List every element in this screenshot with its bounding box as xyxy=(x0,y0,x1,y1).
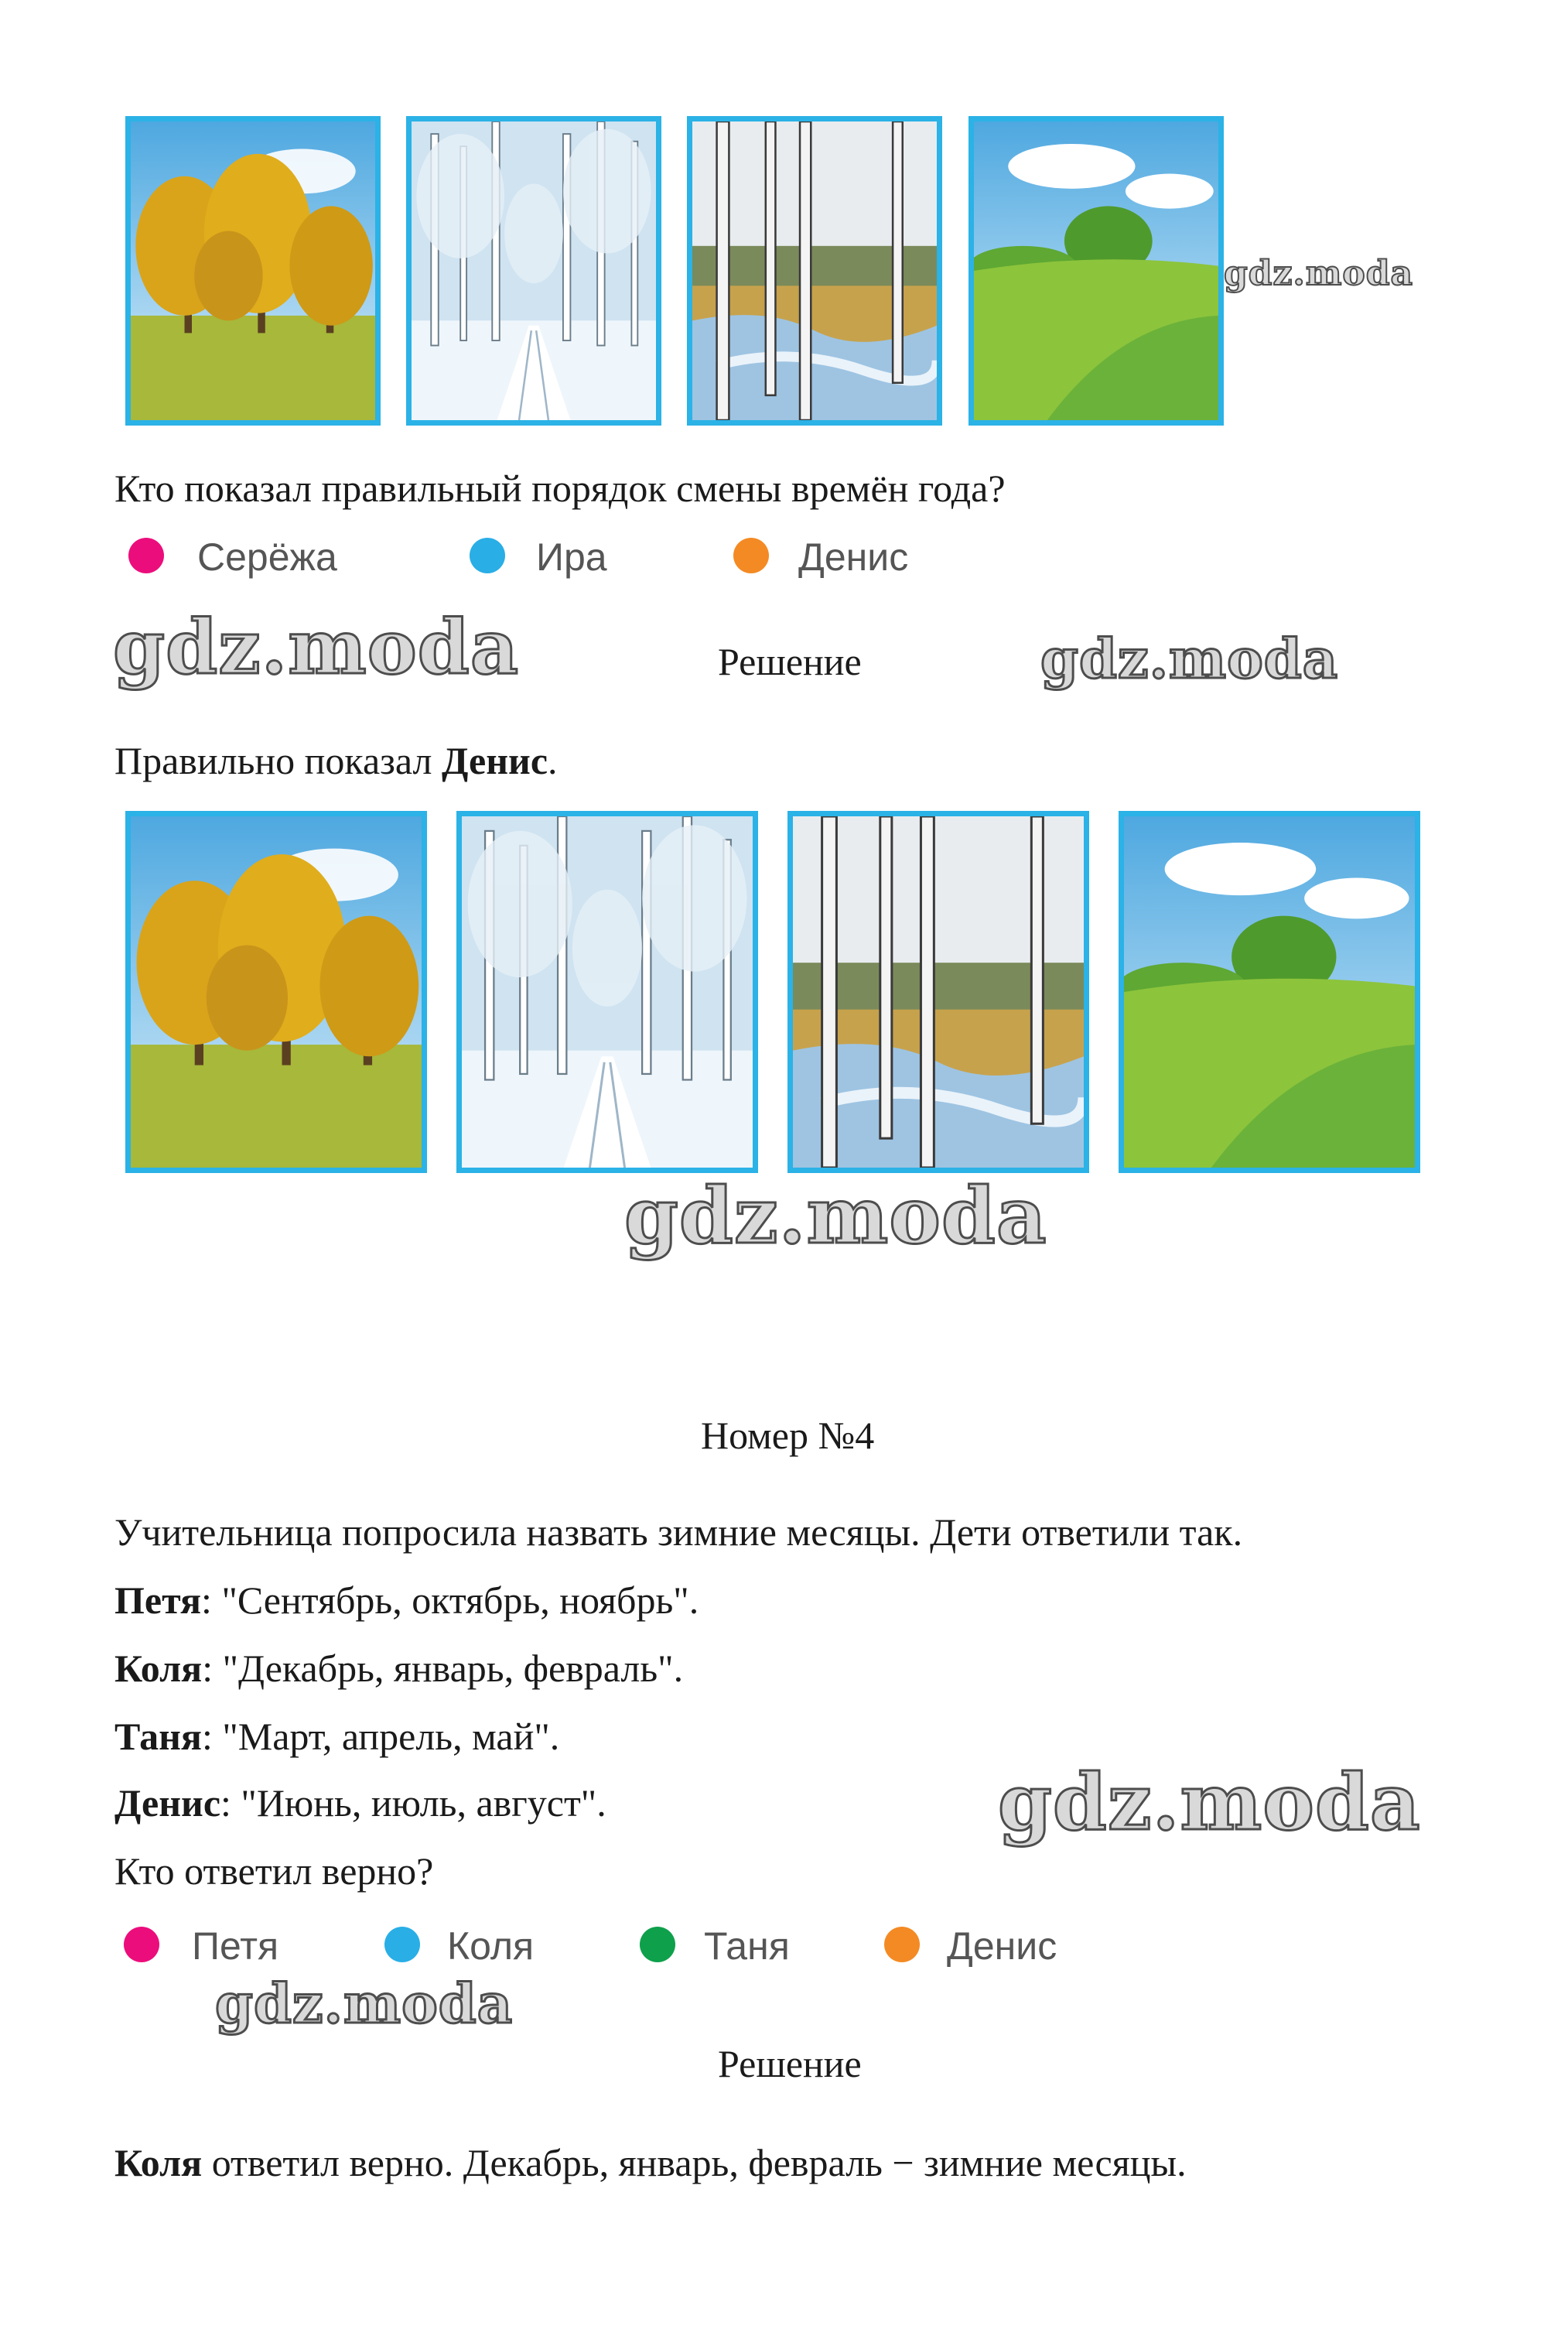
winter-image-top xyxy=(406,116,661,426)
option-label: Ира xyxy=(536,535,607,579)
spring-image-top xyxy=(687,116,942,426)
option-label: Денис xyxy=(947,1924,1057,1968)
watermark: gdz.moda xyxy=(215,1972,514,2036)
option-dot-orange xyxy=(733,538,769,573)
watermark: gdz.moda xyxy=(1040,627,1339,691)
option-dot-blue xyxy=(384,1927,420,1962)
summer-image-top xyxy=(968,116,1224,426)
task4-answer-row: Коля: "Декабрь, январь, февраль". xyxy=(114,1647,684,1690)
task4-answer-row: Таня: "Март, апрель, май". xyxy=(114,1715,560,1758)
option-label: Таня xyxy=(704,1924,790,1968)
task4-answer-row: Денис: "Июнь, июль, август". xyxy=(114,1781,606,1825)
watermark: gdz.moda xyxy=(1224,254,1414,293)
watermark: gdz.moda xyxy=(113,604,520,691)
option-label: Петя xyxy=(192,1924,279,1968)
solution-label: Решение xyxy=(718,640,862,683)
task4-question: Кто ответил верно? xyxy=(114,1849,434,1893)
option-dot-green xyxy=(640,1927,675,1962)
watermark: gdz.moda xyxy=(624,1170,1047,1261)
answer3-name: Денис xyxy=(442,739,548,782)
winter-image-answer xyxy=(456,811,758,1173)
task4-intro: Учительница попросила назвать зимние месяцы. Дети ответили так. xyxy=(114,1510,1243,1554)
task4-answer-row: Петя: "Сентябрь, октябрь, ноябрь". xyxy=(114,1578,699,1622)
option-label: Серёжа xyxy=(197,535,337,579)
answer3-text: Правильно показал Денис. xyxy=(114,739,558,782)
option-label: Коля xyxy=(447,1924,535,1968)
spring-image-answer xyxy=(787,811,1089,1173)
option-dot-pink xyxy=(128,538,164,573)
option-label: Денис xyxy=(798,535,909,579)
option-dot-orange xyxy=(884,1927,920,1962)
answer4-text: Коля ответил верно. Декабрь, январь, февраль − зимние месяцы. xyxy=(114,2141,1187,2184)
solution-label: Решение xyxy=(718,2042,862,2085)
task4-title: Номер №4 xyxy=(701,1414,875,1457)
autumn-image-top xyxy=(125,116,381,426)
autumn-image-answer xyxy=(125,811,427,1173)
option-dot-pink xyxy=(124,1927,159,1962)
option-dot-blue xyxy=(470,538,505,573)
answer4-name: Коля xyxy=(114,2141,203,2184)
summer-image-answer xyxy=(1119,811,1420,1173)
watermark: gdz.moda xyxy=(998,1756,1421,1848)
task3-question: Кто показал правильный порядок смены времён года? xyxy=(114,467,1006,510)
